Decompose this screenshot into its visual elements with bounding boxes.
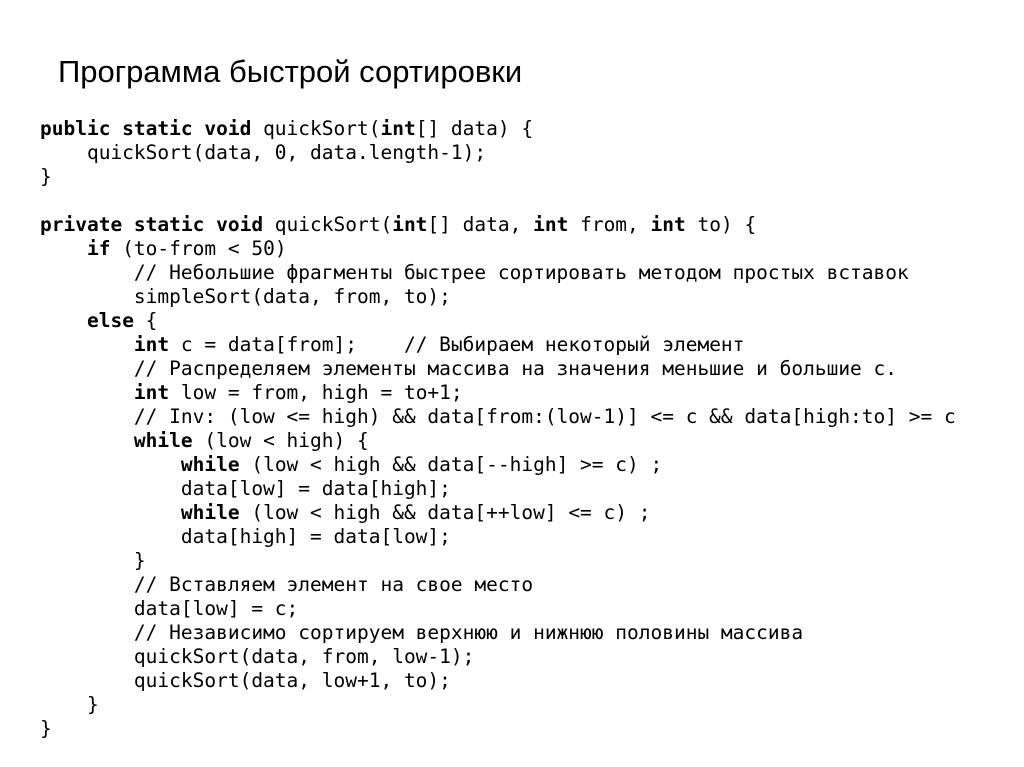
code-text xyxy=(40,333,134,356)
code-text xyxy=(40,453,181,476)
code-line xyxy=(40,309,956,333)
code-line xyxy=(40,213,956,237)
code-text: } xyxy=(40,165,52,188)
code-text: from, xyxy=(568,213,651,236)
code-text: c = data[from]; // Выбираем некоторый элемент xyxy=(169,333,745,356)
code-text: to) { xyxy=(685,213,757,236)
code-line xyxy=(40,237,956,261)
code-keyword: while xyxy=(180,453,240,476)
code-keyword: else xyxy=(86,309,134,332)
code-keyword: int xyxy=(392,213,428,236)
code-text: quickSort( xyxy=(251,117,381,140)
code-keyword: int xyxy=(133,333,170,356)
code-keyword: int xyxy=(380,117,416,140)
code-text: data[high] = data[low]; xyxy=(40,525,451,548)
code-line xyxy=(40,501,956,525)
code-text: // Распределяем элементы массива на значения меньшие и большие c. xyxy=(40,357,898,380)
code-text: (low < high && data[++low] <= c) ; xyxy=(239,501,651,524)
code-text: quickSort( xyxy=(263,213,393,236)
code-line xyxy=(40,141,956,165)
code-text: // Вставляем элемент на свое место xyxy=(40,573,534,596)
code-line xyxy=(40,333,956,357)
code-line xyxy=(40,381,956,405)
code-keyword: while xyxy=(133,429,193,452)
code-text: (low < high) { xyxy=(192,429,369,452)
code-keyword: while xyxy=(180,501,240,524)
code-line xyxy=(40,717,956,741)
code-line xyxy=(40,549,956,573)
code-text: data[low] = data[high]; xyxy=(40,477,451,500)
code-line xyxy=(40,189,956,213)
code-line xyxy=(40,165,956,189)
code-line xyxy=(40,669,956,693)
code-keyword: int xyxy=(650,213,686,236)
code-keyword: int xyxy=(133,381,170,404)
code-text: { xyxy=(133,309,158,332)
slide-title: Программа быстрой сортировки xyxy=(58,54,523,89)
code-keyword: private static void xyxy=(40,213,264,236)
code-line xyxy=(40,429,956,453)
code-text: data[low] = c; xyxy=(40,597,299,620)
code-line xyxy=(40,645,956,669)
code-line xyxy=(40,693,956,717)
code-line xyxy=(40,573,956,597)
code-text: // Inv: (low <= high) && data[from:(low-1)] <= c && data[high:to] >= c xyxy=(40,405,956,428)
code-text: quickSort(data, from, low-1); xyxy=(40,645,475,668)
code-text: } xyxy=(40,717,52,740)
code-text xyxy=(40,237,87,260)
code-text xyxy=(40,381,134,404)
code-line xyxy=(40,621,956,645)
code-text: quickSort(data, low+1, to); xyxy=(40,669,451,692)
code-line xyxy=(40,285,956,309)
code-line xyxy=(40,597,956,621)
code-text: (low < high && data[--high] >= c) ; xyxy=(239,453,663,476)
code-keyword: public static void xyxy=(40,117,252,140)
code-keyword: int xyxy=(533,213,569,236)
code-text: (to-from < 50) xyxy=(110,237,287,260)
code-keyword: if xyxy=(86,237,111,260)
code-line xyxy=(40,261,956,285)
code-line xyxy=(40,477,956,501)
code-text: [] data) { xyxy=(415,117,534,140)
code-text: } xyxy=(40,693,99,716)
code-line xyxy=(40,525,956,549)
code-line xyxy=(40,117,956,141)
code-text: simpleSort(data, from, to); xyxy=(40,285,451,308)
code-text: } xyxy=(40,549,146,572)
code-text xyxy=(40,429,134,452)
code-line xyxy=(40,357,956,381)
code-line xyxy=(40,453,956,477)
code-text xyxy=(40,501,181,524)
code-text: [] data, xyxy=(427,213,534,236)
code-block xyxy=(40,117,956,741)
code-text: low = from, high = to+1; xyxy=(169,381,463,404)
code-text xyxy=(40,309,87,332)
code-text: quickSort(data, 0, data.length-1); xyxy=(40,141,487,164)
code-text: // Независимо сортируем верхнюю и нижнюю половины массива xyxy=(40,621,804,644)
code-line xyxy=(40,405,956,429)
code-text: // Небольшие фрагменты быстрее сортировать методом простых вставок xyxy=(40,261,909,284)
